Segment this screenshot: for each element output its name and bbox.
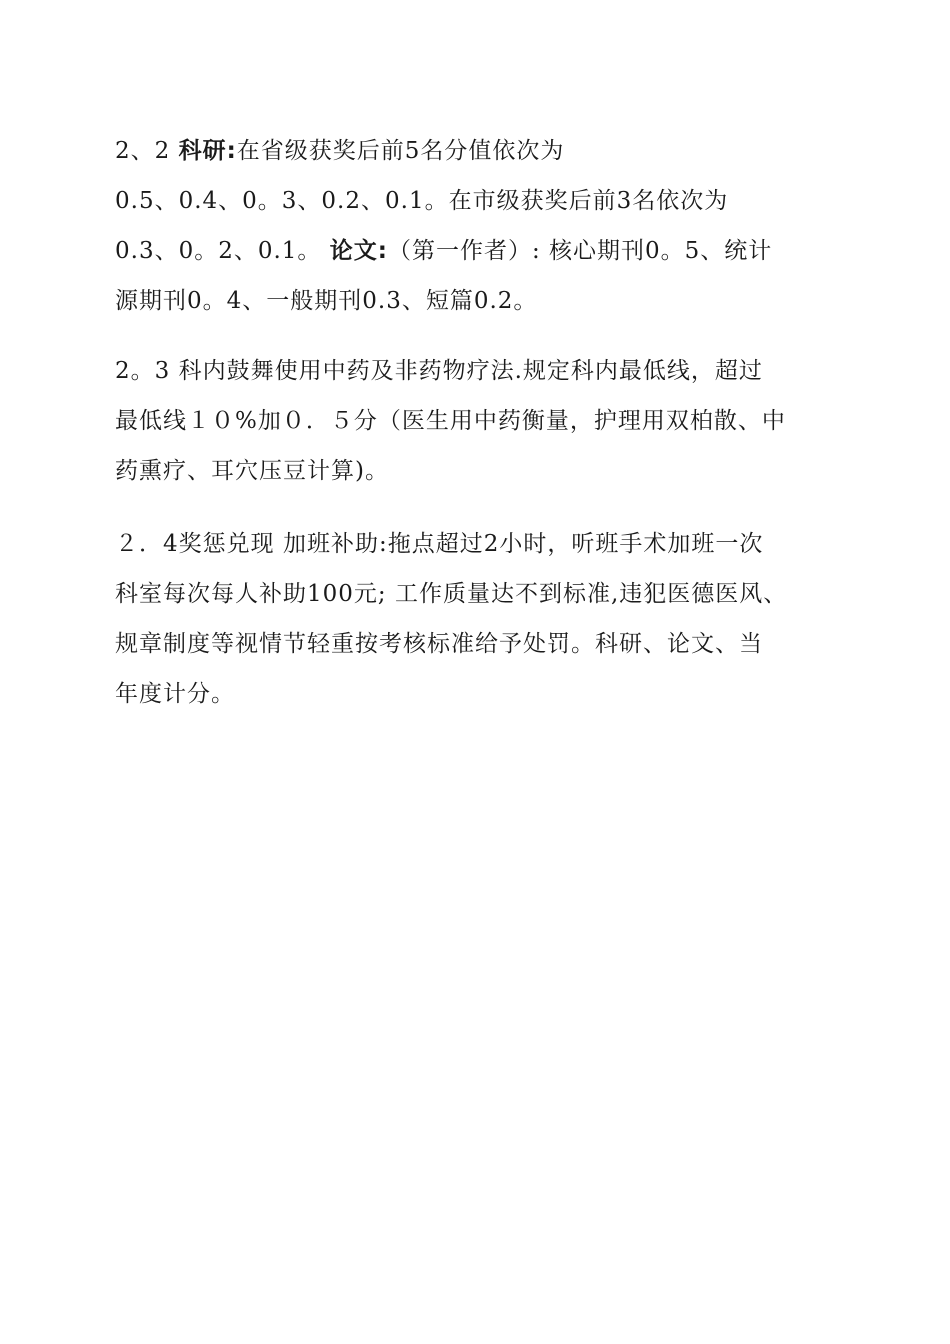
text-segment: （第一作者）: 核心期刊0。5、统计 — [387, 238, 773, 264]
text-line: 最低线１０%加０．５分（医生用中药衡量，护理用双柏散、中 — [115, 408, 786, 434]
text-line: 年度计分。 — [115, 681, 235, 707]
section-number: 2、2 — [115, 138, 179, 164]
text-segment: 在省级获奖后前5名分值依次为 — [236, 138, 565, 164]
text-segment: 0.3、0。2、0.1。 — [115, 238, 330, 264]
heading-research: 科研: — [178, 138, 237, 164]
section-2-3-tcm — [115, 346, 875, 496]
text-line — [115, 126, 875, 176]
heading-papers: 论文: — [329, 238, 388, 264]
text-line — [115, 226, 875, 276]
section-2-2-research — [115, 126, 875, 326]
text-line: 2。3 科内鼓舞使用中药及非药物疗法.规定科内最低线，超过 — [115, 358, 763, 384]
section-2-4-rewards — [115, 519, 875, 719]
text-line: 药熏疗、耳穴压豆计算)。 — [115, 458, 389, 484]
text-line: 0.5、0.4、0。3、0.2、0.1。在市级获奖后前3名依次为 — [115, 188, 729, 214]
text-line: ２．4奖惩兑现 加班补助:拖点超过2小时，听班手术加班一次 — [115, 531, 764, 557]
text-line: 科室每次每人补助100元; 工作质量达不到标准,违犯医德医风、 — [115, 581, 788, 607]
text-line: 源期刊0。4、一般期刊0.3、短篇0.2。 — [115, 288, 538, 314]
text-line: 规章制度等视情节轻重按考核标准给予处罚。科研、论文、当 — [115, 631, 763, 657]
